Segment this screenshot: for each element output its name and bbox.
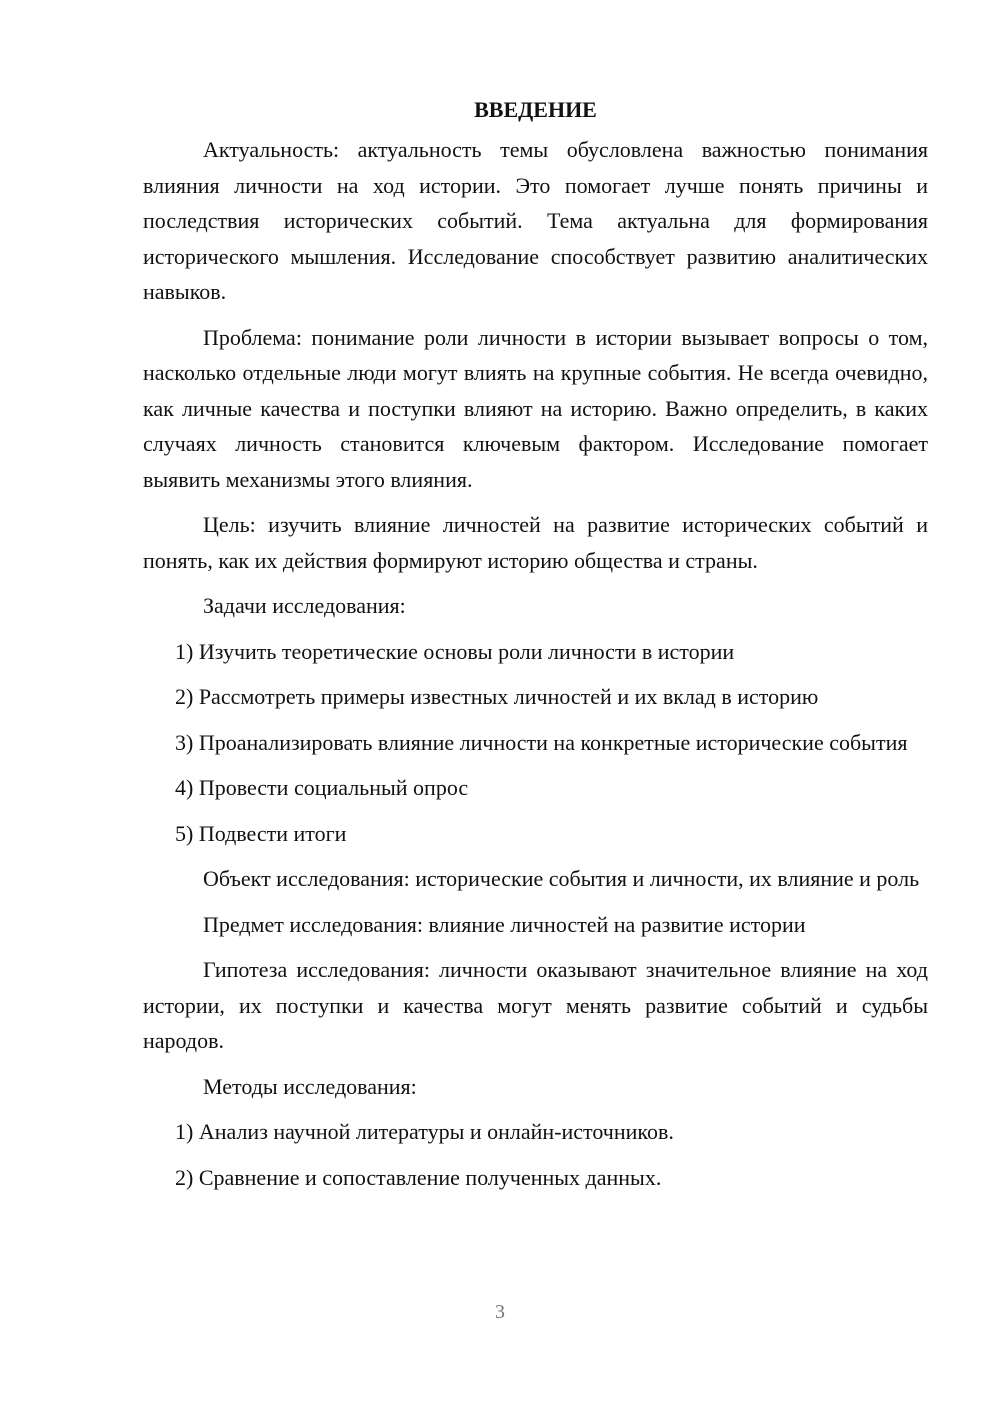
paragraph-object: Объект исследования: исторические события и личности, их влияние и роль (203, 866, 920, 891)
document-page (143, 92, 928, 1205)
paragraph-subject: Предмет исследования: влияние личностей на развитие истории (203, 911, 806, 937)
list-item-method-1: 1) Анализ научной литературы и онлайн-источников. (175, 1119, 674, 1144)
paragraph-goal: Цель: изучить влияние личностей на развитие исторических событий и понять, как их действия формируют историю общества и страны. (143, 512, 928, 573)
list-item-task-4: 4) Провести социальный опрос (175, 775, 469, 800)
paragraph-relevance: Актуальность: актуальность темы обусловлена важностью понимания влияния личности на ход истории. Это помогает лучше понять причины и последствия исторических событий. Тема актуальна для формирования исторического мышления. Исследование способствует развитию аналитических навыков. (143, 137, 928, 304)
page-title: ВВЕДЕНИЕ (474, 97, 597, 122)
list-item-task-3: 3) Проанализировать влияние личности на конкретные исторические события (175, 729, 908, 755)
list-item-task-2: 2) Рассмотреть примеры известных личностей и их вклад в историю (175, 684, 819, 709)
paragraph-hypothesis: Гипотеза исследования: личности оказывают значительное влияние на ход истории, их поступки и качества могут менять развитие событий и судьбы народов. (143, 957, 928, 1053)
tasks-heading: Задачи исследования: (203, 593, 406, 618)
list-item-method-2: 2) Сравнение и сопоставление полученных данных. (175, 1164, 662, 1190)
list-item-task-5: 5) Подвести итоги (175, 820, 347, 846)
methods-heading: Методы исследования: (203, 1073, 417, 1099)
paragraph-problem: Проблема: понимание роли личности в истории вызывает вопросы о том, насколько отдельные люди могут влиять на крупные события. Не всегда очевидно, как личные качества и поступки влияют на историю. Важно определить, в каких случаях личность становится ключевым фактором. Исследование помогает выявить механизмы этого влияния. (143, 324, 928, 492)
list-item-task-1: 1) Изучить теоретические основы роли личности в истории (175, 638, 735, 664)
page-number: 3 (495, 1301, 505, 1323)
